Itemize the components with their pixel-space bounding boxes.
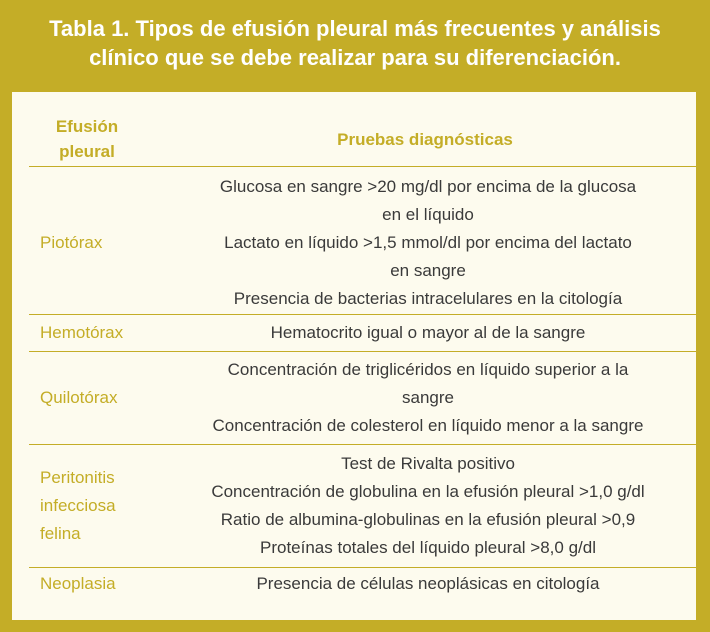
column-header-effusion [29,112,145,166]
test-line: Concentración de triglicéridos en líquido superior a la [227,360,629,379]
test-line: Proteínas totales del líquido pleural >8,0 g/dl [260,538,596,557]
table-row [29,568,696,600]
table-row [29,315,696,352]
table-panel [12,92,696,620]
column-header-effusion-line-2: pleural [59,142,115,161]
row-tests-hemotorax [160,315,696,351]
row-label-quilotorax [40,352,160,444]
row-tests-piotorax [160,172,696,314]
table-title-line-1: Tabla 1. Tipos de efusión pleural más frecuentes y análisis [49,16,661,41]
test-line: Lactato en líquido >1,5 mmol/dl por encima del lactato [224,233,632,252]
test-line: sangre [402,388,454,407]
row-tests-quilotorax [160,352,696,444]
row-label-line: Hemotórax [40,323,124,342]
row-label-line: Quilotórax [40,388,118,407]
row-label-neoplasia [40,568,160,600]
row-label-line: infecciosa [40,496,116,515]
row-label-hemotorax [40,315,160,351]
row-label-line: Piotórax [40,233,103,252]
test-line: Glucosa en sangre >20 mg/dl por encima de la glucosa [219,177,637,196]
table-header-row [29,112,696,167]
table-row [29,172,696,315]
table-title [0,14,710,72]
table-row [29,352,696,445]
row-label-piotorax [40,172,160,314]
test-line: en el líquido [382,205,474,224]
test-line: Hematocrito igual o mayor al de la sangre [270,323,586,342]
row-label-line: felina [40,524,81,543]
test-line: Concentración de colesterol en líquido menor a la sangre [212,416,644,435]
row-tests-pif [160,445,696,567]
row-label-pif [40,445,160,567]
table-title-line-2: clínico que se debe realizar para su diferenciación. [89,45,621,70]
test-line: en sangre [390,261,466,280]
test-line: Concentración de globulina en la efusión pleural >1,0 g/dl [211,482,645,501]
table-row [29,445,696,568]
row-label-line: Peritonitis [40,468,115,487]
column-header-effusion-line-1: Efusión [55,117,119,136]
row-tests-neoplasia [160,568,696,600]
row-label-line: Neoplasia [40,574,116,593]
test-line: Ratio de albumina-globulinas en la efusión pleural >0,9 [220,510,636,529]
test-line: Presencia de células neoplásicas en citología [256,574,600,593]
column-header-tests: Pruebas diagnósticas [337,129,513,149]
test-line: Presencia de bacterias intracelulares en la citología [233,289,623,308]
test-line: Test de Rivalta positivo [341,454,515,473]
